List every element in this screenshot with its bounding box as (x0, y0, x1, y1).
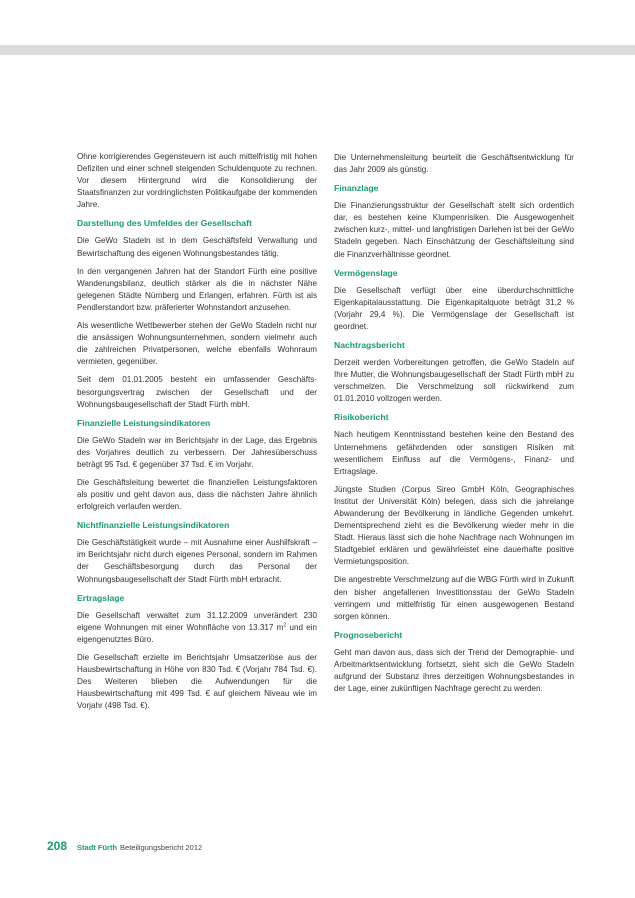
page-footer (47, 839, 202, 853)
footer-document-title: Beteiligungsbericht 2012 (120, 843, 203, 852)
paragraph: Jüngste Studien (Corpus Sireo GmbH Köln, Geographisches Institut der Universität Köln) belegen, dass sich die jahrelange Abwanderung der Bevölkerung in ländliche Gegenden umkehrt. Dementsprechend zieht es die Bevölkerung wieder mehr in die Stadt. Hieraus lässt sich die hohe Nachfrage nach Wohnungen im Stadtgebiet erklären und gewährleistet eine dauerhafte positive Vermietungsposition. (334, 484, 574, 567)
paragraph: Die GeWo Stadeln war im Berichtsjahr in der Lage, das Ergebnis des Vorjahres deutlich zu verbessern. Der Jahresüberschuss beträgt 95 Tsd. € gegenüber 37 Tsd. € im Vorjahr. (77, 435, 317, 469)
paragraph: Die Unternehmensleitung beurteilt die Geschäftsentwicklung für das Jahr 2009 als günstig. (334, 153, 574, 175)
paragraph: Als wesentliche Wettbewerber stehen der GeWo Stadeln nicht nur die ansässigen Wohnungsunternehmen, sondern vielmehr auch die zahlreichen Privatpersonen, welche ebenfalls Wohnraum vermieten, gegenüber. (77, 321, 317, 367)
section-heading-nichtfinanzielle-leistungsindikatoren: Nichtfinanzielle Leistungsindikatoren (77, 520, 230, 531)
section-heading-ertragslage: Ertragslage (77, 592, 125, 603)
left-column (77, 151, 317, 718)
section-heading-vermoegenslage: Vermögenslage (334, 267, 398, 278)
page-number: 208 (47, 839, 68, 853)
footer-brand: Stadt Fürth (77, 843, 118, 852)
superscript: 2 (283, 622, 287, 629)
section-heading-umfeld: Darstellung des Umfeldes der Gesellschaft (77, 218, 252, 229)
section-heading-finanzielle-leistungsindikatoren: Finanzielle Leistungsindikatoren (77, 417, 211, 428)
paragraph (77, 610, 317, 646)
text: Die Gesellschaft verwaltet zum 31.12.2009 unverändert 230 eigene Wohnungen mit einer Wohnfläche von 13.317 m (77, 610, 317, 632)
paragraph: Ohne korrigierendes Gegensteuern ist auch mittelfristig mit hohen Defiziten und einer schnell steigenden Schuldenquote zu rechnen. Vor diesem Hintergrund wird die Konsolidierung der Staatsfinanzen zur vordringlichsten Politikaufgabe der kommenden Jahre. (77, 152, 317, 210)
paragraph: Derzeit werden Vorbereitungen getroffen, die GeWo Stadeln auf Ihre Mutter, die Wohnungsbaugesellschaft der Stadt Fürth mbH zu verschmelzen. Die Verschmelzung soll rückwirkend zum 01.01.2010 vollzogen werden. (334, 358, 574, 404)
paragraph: In den vergangenen Jahren hat der Standort Fürth eine positive Wanderungsbilanz, deutlich stärker als die in nächster Nähe gelegenen Städte Nürnberg und Erlangen, erfahren. Fürth ist als Pendlerstandort bzw. präferierter Wohnstandort anzusehen. (77, 266, 317, 312)
paragraph: Die Geschäftstätigkeit wurde – mit Ausnahme einer Aushilfskraft – im Berichtsjahr nicht durch eigenes Personal, sondern im Rahmen der Geschäftsbesorgung durch das Personal der Wohnungsbaugesellschaft der Stadt Fürth mbH erbracht. (77, 538, 317, 584)
section-heading-risikobericht: Risikobericht (334, 412, 389, 423)
top-decorative-bar (0, 45, 635, 55)
section-heading-nachtragsbericht: Nachtragsbericht (334, 340, 405, 351)
paragraph: Geht man davon aus, dass sich der Trend der Demographie- und Arbeitmarktsentwicklung fortsetzt, sieht sich die GeWo Stadeln aufgrund der Substanz ihres derzeitigen Wohnungsbestandes in der Lage, einer zukünftigen Nachfrage gerecht zu werden. (334, 647, 574, 694)
paragraph: Die angestrebte Verschmelzung auf die WBG Fürth wird in Zukunft den bisher angefallenen Investitionsstau der GeWo Stadeln verringern und mittelfristig für einen ausgewogenen Bestand sorgen können. (334, 575, 574, 621)
paragraph: Die Geschäftsleitung bewertet die finanziellen Leistungsfaktoren als positiv und geht davon aus, dass die nächsten Jahre ähnlich erfolgreich verlaufen werden. (77, 477, 317, 512)
paragraph: Die GeWo Stadeln ist in dem Geschäftsfeld Verwaltung und Bewirtschaftung des eigenen Wohnungsbestandes tätig. (77, 236, 317, 258)
paragraph: Seit dem 01.01.2005 besteht ein umfassender Geschäftsbesorgungsvertrag zwischen der Gesellschaft und der Wohnungsbaugesellschaft der Stadt Fürth mbH. (77, 375, 317, 409)
paragraph: Nach heutigem Kenntnisstand bestehen keine den Bestand des Unternehmens gefährdenden oder sonstigen Risiken mit wesentlichem Einfluss auf die Vermögens-, Finanz- und Ertragslage. (334, 430, 574, 476)
section-heading-finanzlage: Finanzlage (334, 183, 379, 194)
section-heading-prognosebericht: Prognosebericht (334, 629, 403, 640)
text: und ein eigengenutztes Büro. (77, 622, 317, 644)
paragraph: Die Gesellschaft erzielte im Berichtsjahr Umsatzerlöse aus der Hausbewirtschaftung in Höhe von 830 Tsd. € (Vorjahr 784 Tsd. €). Des Weiteren blieben die Aufwendungen für die Hausbewirtschaftung mit 499 Tsd. € auf gleichem Niveau wie im Vorjahr (498 Tsd. €). (77, 652, 317, 711)
paragraph: Die Finanzierungsstruktur der Gesellschaft stellt sich ordentlich dar, es bestehen keine Klumpenrisiken. Die Ausgewogenheit zwischen kurz-, mittel- und langfristigen Darlehen ist bei der GeWo Stadeln gegeben. Nach Einschätzung der Geschäftsleitung sind die Finanzverhältnisse geordnet. (334, 201, 574, 259)
right-column (334, 152, 574, 701)
paragraph: Die Gesellschaft verfügt über eine überdurchschnittliche Eigenkapitalausstattung. Die Eigenkapitalquote beträgt 31,2 % (Vorjahr 29,4 %). Die Vermögenslage der Gesellschaft ist geordnet. (334, 285, 574, 331)
